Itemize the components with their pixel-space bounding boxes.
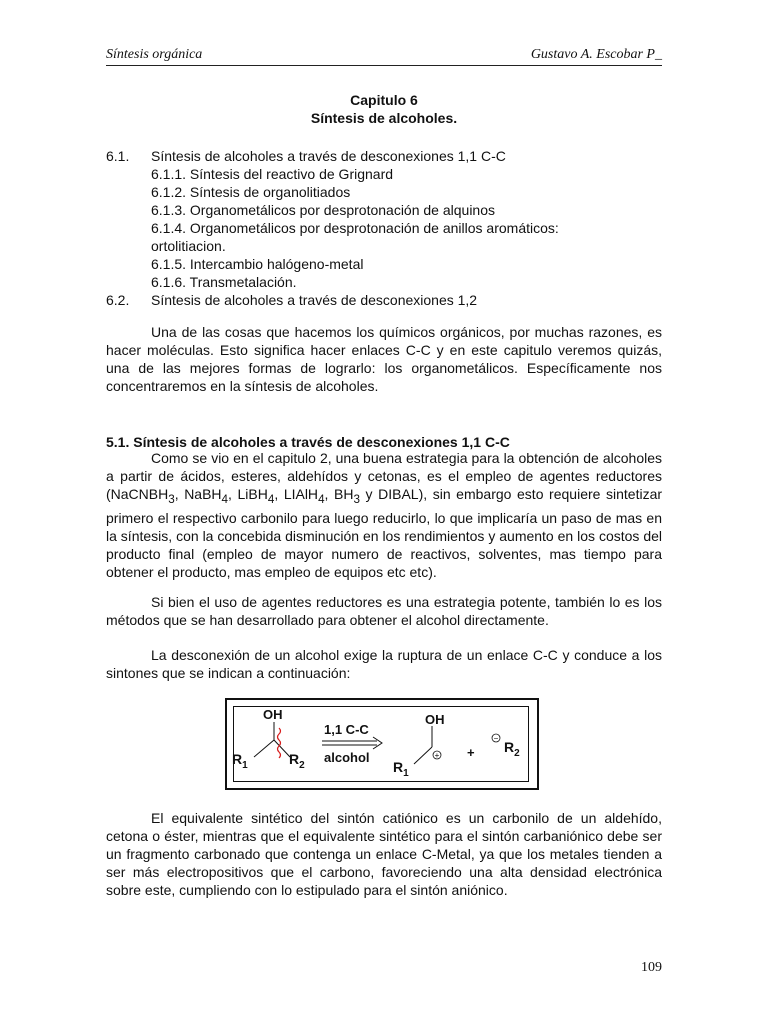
intro-paragraph: Una de las cosas que hacemos los químicos orgánicos, por muchas razones, es hacer moléculas. Esto significa hacer enlaces C-C y en este capitulo veremos quizás, una de las mejores formas de lograrlo: los organometálicos. Específicamente nos concentraremos en la síntesis de alcoholes. — [106, 324, 662, 394]
toc-item: ortolitiacion. — [151, 238, 226, 254]
section-paragraph-3: La desconexión de un alcohol exige la ruptura de un enlace C-C y conduce a los sintones que se indican a continuación: — [106, 647, 662, 681]
scheme-drawing — [227, 700, 537, 788]
toc-item: 6.1.4. Organometálicos por desprotonación de anillos aromáticos: — [151, 220, 559, 236]
toc-item: 6.1.5. Intercambio halógeno-metal — [151, 256, 364, 272]
toc-item: Síntesis de alcoholes a través de desconexiones 1,2 — [151, 292, 478, 308]
chapter-number: Capitulo 6 — [350, 92, 418, 108]
section-paragraph-2: Si bien el uso de agentes reductores es una estrategia potente, también lo es los métodos que se han desarrollado para obtener el alcohol directamente. — [106, 594, 662, 628]
toc-item: 6.1.2. Síntesis de organolitiados — [151, 184, 351, 200]
toc-item: Síntesis de alcoholes a través de desconexiones 1,1 C-C — [151, 148, 506, 164]
section-paragraph-4: El equivalente sintético del sintón catiónico es un carbonilo de un aldehído, cetona o éster, mientras que el equivalente sintético para el sintón carbaniónico debe ser un fragmento carbonado que contenga un enlace C-Metal, ya que los metales tienden a ser más electropositivos que el carbono, favoreciendo una alta densidad electrónica sobre este, cumpliendo con lo estipulado para el sintón aniónico. — [106, 810, 662, 898]
header-left: Síntesis orgánica — [106, 47, 203, 62]
page-header — [106, 47, 662, 66]
oh-label: OH — [263, 707, 283, 722]
bond-line — [254, 740, 274, 757]
disconnection-wavy-line — [278, 728, 281, 758]
section-heading: 5.1. Síntesis de alcoholes a través de desconexiones 1,1 C-C — [106, 434, 510, 450]
header-right: Gustavo A. Escobar P_ — [530, 47, 662, 62]
toc-item: 6.1.3. Organometálicos por desprotonación de alquinos — [151, 202, 495, 218]
disconnection-scheme — [225, 698, 539, 790]
toc-item: 6.1.6. Transmetalación. — [151, 274, 297, 290]
arrow-bottom-label: alcohol — [324, 750, 370, 765]
chapter-title: Síntesis de alcoholes. — [310, 110, 458, 126]
cation-sign: + — [434, 751, 440, 760]
bond-line — [414, 747, 432, 764]
page-number: 109 — [641, 960, 662, 975]
section-paragraph-1: Como se vio en el capitulo 2, una buena estrategia para la obtención de alcoholes a partir de ácidos, esteres, aldehídos y cetonas, es el empleo de agentes reductores (NaCNBH$_3$, NaBH$_4$, LiBH$_4$, LIAlH$_4$, $BH_3$ y DIBAL), sin embargo esto requiere sintetizar primero el respectivo carbonilo para luego reducirlo, lo que implicaría un paso de mas en la síntesis, con la concebida disminución en los rendimientos y aumento en los costos del producto final (empleo de mayor numero de reactivos, solventes, mas tiempo para obtener el producto, mas empleo de equipos etc etc). — [106, 450, 663, 580]
oh-label: OH — [425, 712, 445, 727]
arrow-top-label: 1,1 C-C — [324, 722, 369, 737]
bond-line — [274, 740, 290, 757]
r2-label: $R_2$ — [289, 751, 305, 771]
toc-num: 6.2. — [106, 292, 130, 308]
r2-label: $R_2$ — [504, 739, 520, 759]
r1-label: $R_1$ — [393, 759, 409, 779]
r1-label: $R_1$ — [232, 751, 248, 771]
arrow-head — [373, 737, 382, 749]
toc-num: 6.1. — [106, 148, 130, 164]
plus-sign: + — [467, 745, 475, 760]
toc-item: 6.1.1. Síntesis del reactivo de Grignard — [151, 166, 394, 182]
anion-sign: − — [493, 734, 499, 743]
